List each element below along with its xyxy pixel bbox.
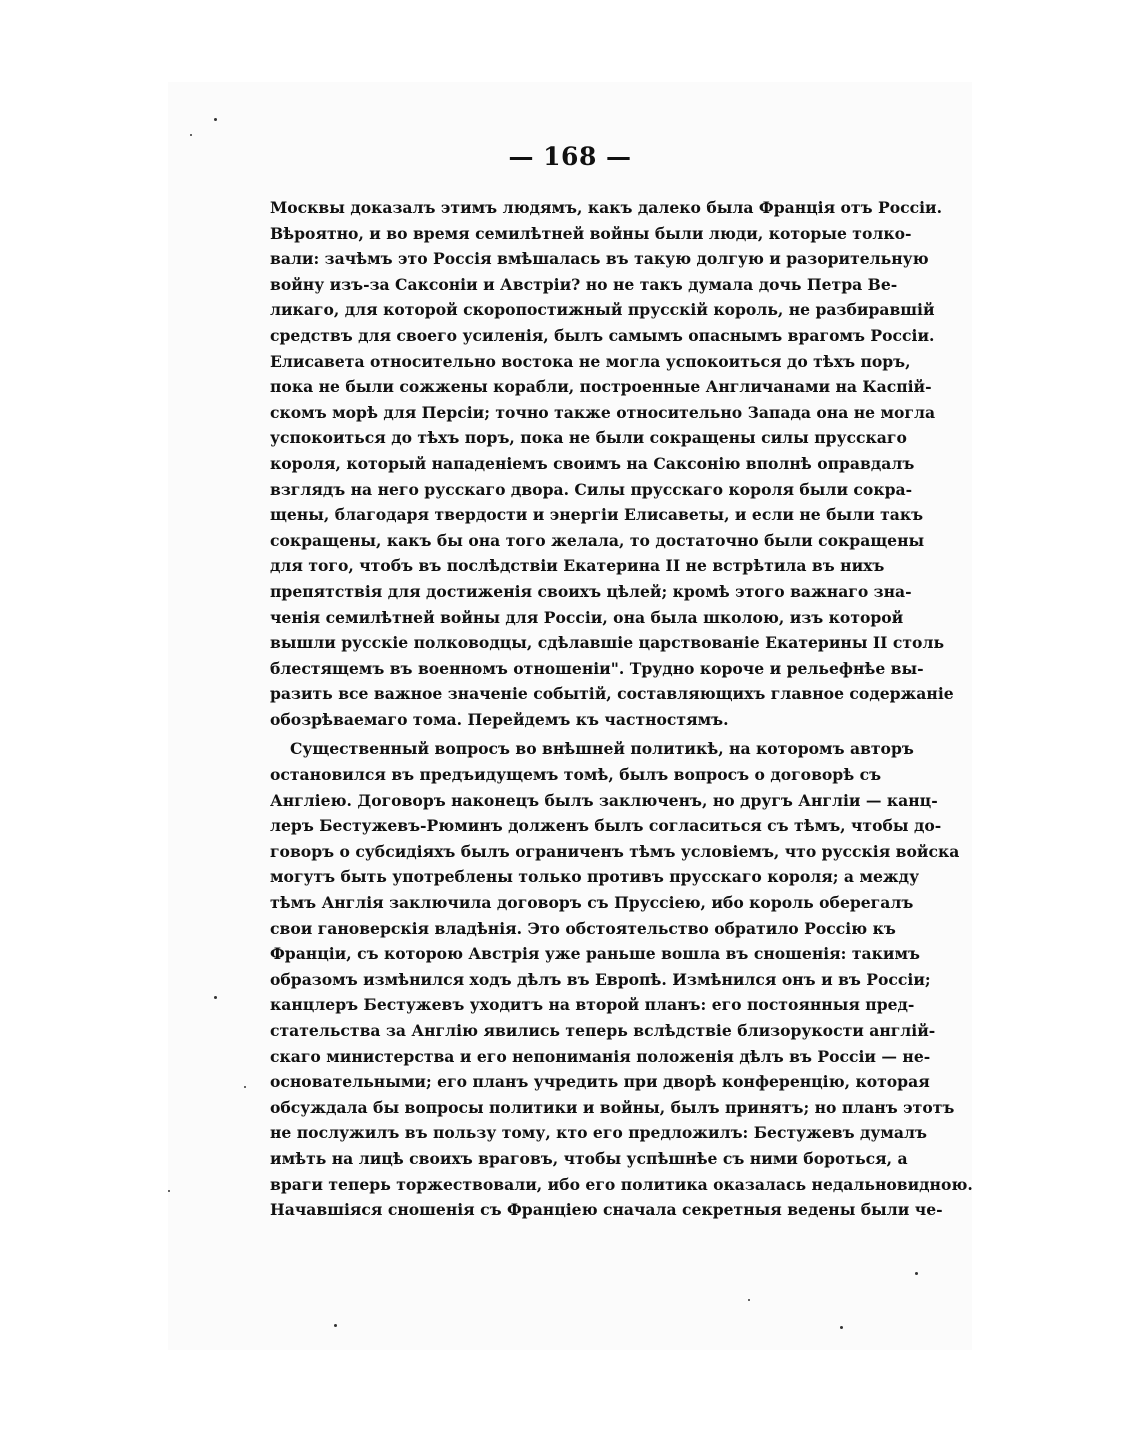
text-line: средствъ для своего усиленія, былъ самымъ опаснымъ врагомъ Россіи. xyxy=(270,325,935,345)
scan-speck xyxy=(190,134,192,136)
text-line: короля, который нападеніемъ своимъ на Саксонію вполнѣ оправдалъ xyxy=(270,453,915,473)
text-line: имѣть на лицѣ своихъ враговъ, чтобы успѣшнѣе съ ними бороться, а xyxy=(270,1148,908,1168)
body-text xyxy=(270,195,973,1223)
scan-speck xyxy=(915,1272,918,1275)
text-line: скомъ морѣ для Персіи; точно также относительно Запада она не могла xyxy=(270,402,936,422)
text-line: враги теперь торжествовали, ибо его политика оказалась недальновидною. xyxy=(270,1174,973,1194)
scan-speck xyxy=(748,1299,750,1301)
scan-speck xyxy=(168,1190,170,1192)
text-line: для того, чтобъ въ послѣдствіи Екатерина II не встрѣтила въ нихъ xyxy=(270,556,885,576)
scan-speck xyxy=(840,1326,843,1329)
scan-speck xyxy=(214,996,217,999)
text-line: Москвы доказалъ этимъ людямъ, какъ далеко была Франція отъ Россіи. xyxy=(270,198,943,217)
text-line: могутъ быть употреблены только противъ прусскаго короля; а между xyxy=(270,867,920,887)
scan-speck xyxy=(214,118,217,121)
text-line: Елисавета относительно востока не могла успокоиться до тѣхъ поръ, xyxy=(270,351,911,371)
text-line: остановился въ предъидущемъ томѣ, былъ вопросъ о договорѣ съ xyxy=(270,765,882,785)
text-line: свои гановерскія владѣнія. Это обстоятельство обратило Россію къ xyxy=(270,918,896,938)
text-line: ченія семилѣтней войны для Россіи, она была школою, изъ которой xyxy=(270,607,904,627)
text-line: Вѣроятно, и во время семилѣтней войны были люди, которые толко- xyxy=(270,223,912,243)
text-line: тѣмъ Англія заключила договоръ съ Пруссіею, ибо король оберегалъ xyxy=(270,893,914,913)
text-line: обозрѣваемаго тома. Перейдемъ къ частностямъ. xyxy=(270,709,729,729)
text-line: обсуждала бы вопросы политики и войны, былъ принятъ; но планъ этотъ xyxy=(270,1097,955,1117)
text-line: вышли русскіе полководцы, сдѣлавшіе царствованіе Екатерины II столь xyxy=(270,633,945,653)
text-line: Существенный вопросъ во внѣшней политикѣ, на которомъ авторъ xyxy=(290,739,914,759)
text-line: препятствія для достиженія своихъ цѣлей; кромѣ этого важнаго зна- xyxy=(270,581,912,601)
text-line: Англіею. Договоръ наконецъ былъ заключенъ, но другъ Англіи — канц- xyxy=(270,790,938,810)
text-line: взглядъ на него русскаго двора. Силы прусскаго короля были сокра- xyxy=(270,479,913,499)
text-line: скаго министерства и его непониманія положенія дѣлъ въ Россіи — не- xyxy=(270,1046,931,1066)
text-line: пока не были сожжены корабли, построенные Англичанами на Каспій- xyxy=(270,377,932,397)
text-line: Начавшіяся сношенія съ Франціею сначала секретныя ведены были че- xyxy=(270,1200,943,1220)
text-line: основательными; его планъ учредить при дворѣ конференцію, которая xyxy=(270,1072,930,1092)
text-line: говоръ о субсидіяхъ былъ ограниченъ тѣмъ условіемъ, что русскія войска xyxy=(270,841,960,861)
text-line: ликаго, для которой скоропостижный прусскій король, не разбиравшій xyxy=(270,300,935,320)
text-line: блестящемъ въ военномъ отношеніи". Трудно короче и рельефнѣе вы- xyxy=(270,658,924,678)
text-line: стательства за Англію явились теперь вслѣдствіе близорукости англій- xyxy=(270,1021,936,1040)
text-line: разить все важное значеніе событій, составляющихъ главное содержаніе xyxy=(270,684,954,704)
text-line: образомъ измѣнился ходъ дѣлъ въ Европѣ. Измѣнился онъ и въ Россіи; xyxy=(270,969,931,989)
text-line: вали: зачѣмъ это Россія вмѣшалась въ такую долгую и разорительную xyxy=(270,249,929,269)
text-line: сокращены, какъ бы она того желала, то достаточно были сокращены xyxy=(270,530,925,550)
text-line: канцлеръ Бестужевъ уходитъ на второй планъ: его постоянныя пред- xyxy=(270,995,915,1015)
page-number: — 168 — xyxy=(508,142,632,171)
text-line: успокоиться до тѣхъ поръ, пока не были сокращены силы прусскаго xyxy=(270,428,907,448)
scan-speck xyxy=(244,1086,246,1088)
scan-speck xyxy=(334,1324,337,1327)
text-line: не послужилъ въ пользу тому, кто его предложилъ: Бестужевъ думалъ xyxy=(270,1123,927,1143)
text-line: леръ Бестужевъ-Рюминъ долженъ былъ согласиться съ тѣмъ, чтобы до- xyxy=(270,816,942,836)
text-line: Франціи, съ которою Австрія уже раньше вошла въ сношенія: такимъ xyxy=(270,944,920,964)
text-line: щены, благодаря твердости и энергіи Елисаветы, и если не были такъ xyxy=(270,505,924,525)
text-line: войну изъ-за Саксоніи и Австріи? но не такъ думала дочь Петра Ве- xyxy=(270,274,898,294)
